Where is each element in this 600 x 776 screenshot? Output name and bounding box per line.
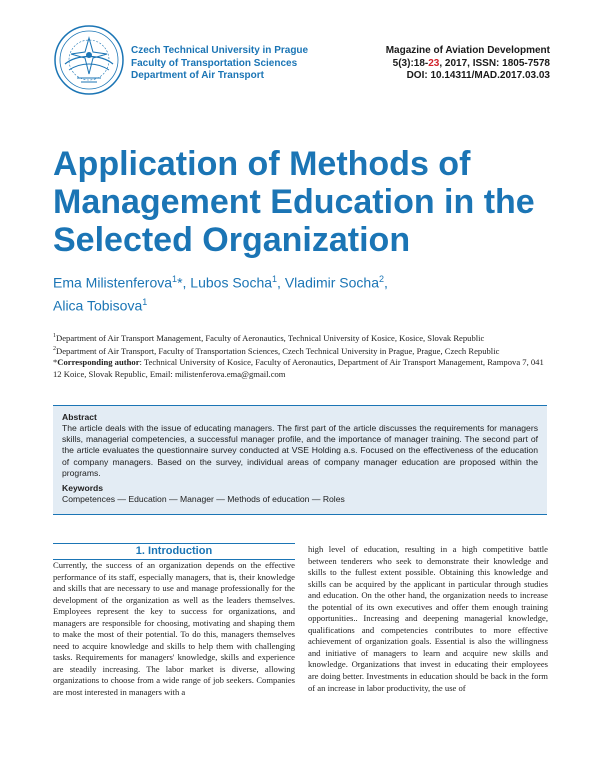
author-affiliation-marker: 1 — [272, 274, 278, 284]
corresponding-text: : Technical University of Kosice, Faculty of Aeronautics, Department of Air Transport Management, Rampova 7, 041 12 Koice, Slovak Republic, Email: milistenferova.ema@gmail.com — [53, 357, 544, 379]
journal-issue — [386, 58, 550, 71]
journal-name: Magazine of Aviation Development — [385, 45, 550, 56]
abstract-text: The article deals with the issue of educating managers. The first part of the article discusses the requirements for managers skills, managerial competencies, a successful manager profile, and the importance of manager training. The second part of the article evaluates the questionnaire survey conducted at VSE Holding a.s. Focused on the effectiveness of the education of company managers. Based on the survey, individual areas of company manager education are proposed within the programs. — [62, 423, 538, 478]
author-name: Vladimir Socha — [284, 274, 379, 291]
author-affiliation-marker: 1 — [172, 274, 178, 284]
corresponding-marker: * — [53, 357, 58, 368]
affiliation-2 — [53, 344, 553, 357]
issue-suffix: , 2017, ISSN: 1805-7578 — [439, 57, 550, 69]
author-name: Lubos Socha — [190, 274, 273, 291]
abstract-heading: Abstract — [62, 412, 97, 422]
affiliation-text: Department of Air Transport Management, Faculty of Aeronautics, Technical University of Kosice, Kosice, Slovak Republic — [56, 332, 485, 343]
keywords-heading: Keywords — [62, 483, 104, 494]
corresponding-marker: * — [177, 274, 183, 291]
issue-end-page-link[interactable]: 23 — [428, 57, 440, 69]
author-name: Ema Milistenferova — [53, 274, 173, 291]
author-separator: , — [277, 274, 285, 291]
faculty-name: Faculty of Transportation Sciences — [131, 57, 298, 69]
university-logo-icon — [53, 24, 125, 96]
university-name: Czech Technical University in Prague — [131, 45, 309, 56]
affiliations — [53, 331, 553, 380]
affiliation-marker: 1 — [53, 333, 56, 339]
issue-prefix: 5(3):18- — [392, 57, 429, 69]
affiliation-text: Department of Air Transport, Faculty of Transportation Sciences, Czech Technical University in Prague, Prague, Czech Republic — [56, 346, 500, 357]
body-column-left: Currently, the success of an organization depends on the effective performance of its staff, especially managers, that is, their knowledge and skills that are necessary to use and manage professionally for the development of the organization as well as the leaders themselves. Employees represent the key to success for organizations, and managers are responsible for choosing, motivating and shaping them to make the most of their potential. To do this, managers themselves need to acquire knowledge and skills to help them with challenging tasks. Requirements for managers' knowledge, skills and experience are steadily increasing. The labor market is diverse, allowing organizations to choose from a wide range of job seekers. Companies are most interested in managers with a — [53, 560, 295, 698]
journal-block — [386, 45, 550, 83]
affiliation-marker: 2 — [53, 346, 56, 353]
paper-title: Application of Methods of Management Education in the Selected Organization — [53, 145, 535, 259]
keywords-text: Competences — Education — Manager — Methods of education — Roles — [62, 494, 345, 505]
author-separator: , — [182, 274, 191, 291]
author-name: Alica Tobisova — [53, 297, 143, 314]
body-column-right: high level of education, resulting in a high competitive battle between tenderers who seek to demonstrate their knowledge and skills to the fullest extent possible. Obtaining this knowledge and skills can be acquired by the applicant in particular through studies and education. On the other hand, the organization needs to increase the potential of its own executives and offer them enough training opportunities.. Increasing and deepening managerial knowledge, qualifications and competencies contributes to more effective achievement of organization goals. Essential is also the willingness and initiative of managers to learn and acquire new skills and knowledge. Organizations that invest in educating their employees are doing better. Investments in education should be back in the form of an increase in labor productivity, the use of — [308, 544, 548, 693]
affiliation-1 — [53, 331, 553, 344]
corresponding-author — [53, 357, 553, 380]
department-name: Department of Air Transport — [131, 70, 264, 81]
institution-block — [131, 45, 308, 83]
corresponding-label: Corresponding author — [57, 357, 140, 368]
abstract-box — [53, 405, 547, 515]
author-list — [53, 270, 553, 315]
author-separator: , — [384, 274, 388, 291]
author-affiliation-marker: 2 — [378, 274, 384, 284]
author-affiliation-marker: 1 — [142, 296, 148, 307]
journal-doi: DOI: 10.14311/MAD.2017.03.03 — [406, 70, 550, 81]
section-heading-introduction: 1. Introduction — [53, 543, 295, 560]
